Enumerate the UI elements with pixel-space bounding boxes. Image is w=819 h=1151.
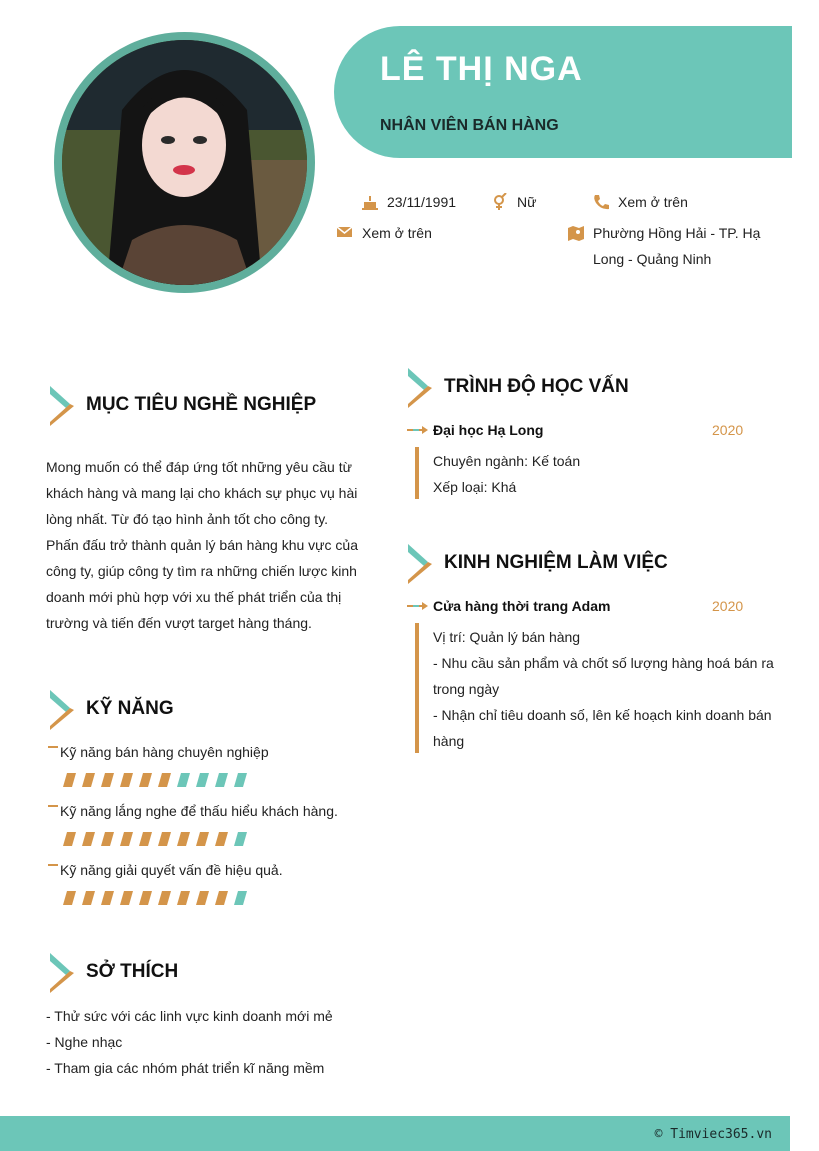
objective-line: công ty, giúp công ty tìm ra những chiến lược kinh xyxy=(46,563,357,579)
skill-segment xyxy=(234,891,247,905)
dash-icon xyxy=(48,805,58,807)
job-title: NHÂN VIÊN BÁN HÀNG xyxy=(380,117,559,134)
arrow-icon xyxy=(407,425,429,435)
gender-icon xyxy=(491,193,509,211)
hobby-item: - Thử sức với các linh vực kinh doanh mới mẻ xyxy=(46,1008,333,1024)
chevron-icon xyxy=(48,384,74,428)
objective-line: khách hàng và mang lại cho khách sự phục vụ hài xyxy=(46,485,358,501)
map-pin-icon xyxy=(567,224,585,242)
phone-text: Xem ở trên xyxy=(618,194,688,210)
skill-name: Kỹ năng bán hàng chuyên nghiệp xyxy=(60,744,269,760)
skill-segment xyxy=(215,773,228,787)
header-band xyxy=(334,26,792,158)
candidate-name: LÊ THỊ NGA xyxy=(380,50,583,88)
skill-segment xyxy=(177,832,190,846)
avatar xyxy=(54,32,315,293)
skill-label xyxy=(48,803,338,819)
company-name: Cửa hàng thời trang Adam xyxy=(433,598,611,614)
experience-line: - Nhu cầu sản phẩm và chốt số lượng hàng hoá bán ra xyxy=(433,655,774,671)
hobbies-title: SỞ THÍCH xyxy=(86,961,179,982)
hobby-item: - Tham gia các nhóm phát triển kĩ năng mềm xyxy=(46,1060,325,1076)
skill-segment xyxy=(215,832,228,846)
birthday-text: 23/11/1991 xyxy=(387,194,457,210)
skill-label xyxy=(48,862,283,878)
objective-line: lòng nhất. Từ đó tạo hình ảnh tốt cho công ty. xyxy=(46,511,329,527)
skill-segment xyxy=(139,773,152,787)
address-line-2: Long - Quảng Ninh xyxy=(593,251,712,267)
skill-segment xyxy=(120,832,133,846)
arrow-icon xyxy=(407,601,429,611)
hobbies-list xyxy=(46,1003,333,1081)
chevron-icon xyxy=(406,542,432,586)
experience-title: KINH NGHIỆM LÀM VIỆC xyxy=(444,552,668,573)
school-name: Đại học Hạ Long xyxy=(433,422,544,438)
skill-segment xyxy=(196,773,209,787)
experience-line: - Nhận chỉ tiêu doanh số, lên kế hoạch kinh doanh bán xyxy=(433,707,772,723)
objective-title: MỤC TIÊU NGHỀ NGHIỆP xyxy=(86,394,317,415)
skill-segment xyxy=(215,891,228,905)
objective-line: trường và tiến đến vượt target hàng tháng. xyxy=(46,615,312,631)
timeline-bar xyxy=(415,623,419,753)
chevron-icon xyxy=(48,951,74,995)
gender-text: Nữ xyxy=(517,194,537,210)
experience-line: hàng xyxy=(433,733,465,749)
chevron-icon xyxy=(48,688,74,732)
skill-segment xyxy=(101,773,114,787)
skill-segment xyxy=(82,773,95,787)
chevron-icon xyxy=(406,366,432,410)
skill-rating-bar xyxy=(63,891,263,905)
experience-line: trong ngày xyxy=(433,681,500,697)
skill-segment xyxy=(63,891,76,905)
hobby-item: - Nghe nhạc xyxy=(46,1034,123,1050)
education-details xyxy=(433,448,580,500)
skill-label xyxy=(48,744,269,760)
skill-segment xyxy=(234,773,247,787)
skill-segment xyxy=(63,773,76,787)
skill-segment xyxy=(82,832,95,846)
objective-line: Mong muốn có thể đáp ứng tốt những yêu cầu từ xyxy=(46,459,352,475)
objective-line: Phấn đấu trở thành quản lý bán hàng khu vực của xyxy=(46,537,358,553)
address-line-1: Phường Hồng Hải - TP. Hạ xyxy=(593,225,761,241)
skill-segment xyxy=(82,891,95,905)
email-text: Xem ở trên xyxy=(362,225,432,241)
skill-segment xyxy=(139,891,152,905)
skill-segment xyxy=(196,891,209,905)
skill-segment xyxy=(101,891,114,905)
objective-line: doanh mới phù hợp với xu thế phát triển của thị xyxy=(46,589,342,605)
skill-segment xyxy=(158,773,171,787)
skill-name: Kỹ năng giải quyết vấn đề hiệu quả. xyxy=(60,862,283,878)
avatar-photo xyxy=(62,40,307,285)
envelope-icon xyxy=(336,224,354,242)
skill-segment xyxy=(177,773,190,787)
skill-segment xyxy=(196,832,209,846)
footer-band xyxy=(0,1116,790,1151)
dash-icon xyxy=(48,746,58,748)
skill-rating-bar xyxy=(63,773,263,787)
experience-year: 2020 xyxy=(712,598,744,614)
skill-segment xyxy=(158,832,171,846)
dash-icon xyxy=(48,864,58,866)
objective-text xyxy=(46,454,358,636)
experience-line: Vị trí: Quản lý bán hàng xyxy=(433,629,581,645)
skill-segment xyxy=(139,832,152,846)
skill-segment xyxy=(101,832,114,846)
phone-icon xyxy=(592,193,610,211)
skill-segment xyxy=(120,891,133,905)
skill-segment xyxy=(63,832,76,846)
timeline-bar xyxy=(415,447,419,499)
education-year: 2020 xyxy=(712,422,744,438)
skill-name: Kỹ năng lắng nghe để thấu hiểu khách hàng. xyxy=(60,803,338,819)
skill-segment xyxy=(158,891,171,905)
cake-icon xyxy=(361,193,379,211)
skill-segment xyxy=(120,773,133,787)
skills-title: KỸ NĂNG xyxy=(86,698,174,719)
education-line: Xếp loại: Khá xyxy=(433,479,517,495)
experience-details xyxy=(433,624,774,754)
skill-segment xyxy=(234,832,247,846)
footer-credit: © Timviec365.vn xyxy=(654,1127,772,1142)
skill-segment xyxy=(177,891,190,905)
education-line: Chuyên ngành: Kế toán xyxy=(433,453,581,469)
skill-rating-bar xyxy=(63,832,263,846)
education-title: TRÌNH ĐỘ HỌC VẤN xyxy=(444,376,629,397)
